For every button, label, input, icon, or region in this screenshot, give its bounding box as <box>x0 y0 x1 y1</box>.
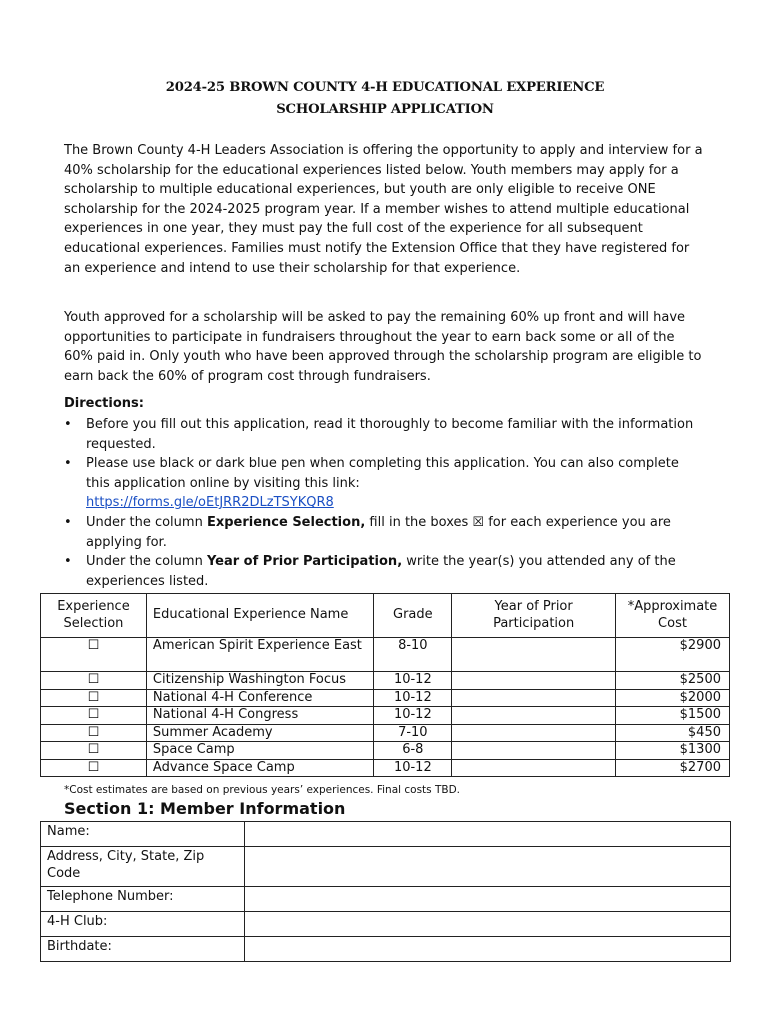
experience-name: Advance Space Camp <box>146 759 373 777</box>
experience-name: Citizenship Washington Focus <box>146 672 373 690</box>
experience-cost: $1500 <box>616 707 730 725</box>
table-row <box>41 759 730 777</box>
experience-grade: 6-8 <box>374 742 452 760</box>
birthdate-field[interactable] <box>245 937 731 962</box>
prior-year-input[interactable] <box>452 707 616 725</box>
section-1-title: Section 1: Member Information <box>64 799 346 818</box>
header-selection: Experience Selection <box>41 594 147 638</box>
direction-item-1 <box>64 415 704 454</box>
experience-checkbox[interactable]: ☐ <box>41 707 147 725</box>
experience-grade: 10-12 <box>374 759 452 777</box>
address-field[interactable] <box>245 847 731 887</box>
experience-grade: 7-10 <box>374 724 452 742</box>
direction-item-3-bold: Experience Selection, <box>206 514 366 530</box>
experience-table-header <box>41 594 730 638</box>
experience-checkbox[interactable]: ☐ <box>41 689 147 707</box>
page-subtitle: SCHOLARSHIP APPLICATION <box>276 102 494 117</box>
experience-cost: $2000 <box>616 689 730 707</box>
table-row <box>41 724 730 742</box>
intro-paragraph-1: The Brown County 4-H Leaders Association is offering the opportunity to apply and interview for a 40% scholarship for the educational experiences listed below. Youth members may apply for a scholarship to multiple educational experiences, but youth are only eligible to receive ONE scholarship for the 2024-2025 program year. If a member wishes to attend multiple educational experiences in one year, they must pay the full cost of the experience for all subsequent educational experiences. Families must notify the Extension Office that they have registered for an experience and intend to use their scholarship for that experience. <box>64 143 703 276</box>
direction-item-2-text: Please use black or dark blue pen when completing this application. You can also complete this application online by visiting this link: <box>86 456 679 491</box>
direction-item-4-pre: Under the column <box>86 554 207 570</box>
table-row <box>41 638 730 672</box>
experience-table <box>40 593 730 777</box>
experience-name: National 4-H Congress <box>146 707 373 725</box>
experience-cost: $450 <box>616 724 730 742</box>
table-row <box>41 912 731 937</box>
telephone-field[interactable] <box>245 887 731 912</box>
telephone-label: Telephone Number: <box>41 887 245 912</box>
cost-note: *Cost estimates are based on previous years’ experiences. Final costs TBD. <box>64 784 461 796</box>
header-grade: Grade <box>374 594 452 638</box>
prior-year-input[interactable] <box>452 689 616 707</box>
experience-checkbox[interactable]: ☐ <box>41 724 147 742</box>
experience-grade: 10-12 <box>374 707 452 725</box>
directions-list <box>64 415 704 591</box>
experience-grade: 10-12 <box>374 689 452 707</box>
experience-checkbox[interactable]: ☐ <box>41 759 147 777</box>
online-form-link[interactable]: https://forms.gle/oEtJRR2DLzTSYKQR8 <box>86 495 334 511</box>
address-label: Address, City, State, Zip Code <box>41 847 245 887</box>
table-row <box>41 742 730 760</box>
direction-item-3-pre: Under the column <box>86 514 207 530</box>
header-prior: Year of Prior Participation <box>452 594 616 638</box>
table-row <box>41 847 731 887</box>
experience-cost: $2900 <box>616 638 730 672</box>
direction-item-2 <box>64 454 704 513</box>
prior-year-input[interactable] <box>452 759 616 777</box>
experience-checkbox[interactable]: ☐ <box>41 638 147 672</box>
prior-year-input[interactable] <box>452 672 616 690</box>
directions-heading: Directions: <box>64 396 144 411</box>
member-info-table <box>40 821 731 962</box>
table-row <box>41 937 731 962</box>
experience-checkbox[interactable]: ☐ <box>41 742 147 760</box>
experience-name: Summer Academy <box>146 724 373 742</box>
table-row <box>41 887 731 912</box>
experience-name: National 4-H Conference <box>146 689 373 707</box>
table-row <box>41 707 730 725</box>
experience-cost: $2700 <box>616 759 730 777</box>
direction-item-3-post: fill in the boxes ☒ for each experience you are applying for. <box>86 514 671 550</box>
header-cost: *Approximate Cost <box>616 594 730 638</box>
direction-item-4 <box>64 552 704 591</box>
experience-checkbox[interactable]: ☐ <box>41 672 147 690</box>
club-label: 4-H Club: <box>41 912 245 937</box>
table-row <box>41 689 730 707</box>
direction-item-4-bold: Year of Prior Participation, <box>206 554 403 570</box>
direction-item-1-text: Before you fill out this application, read it thoroughly to become familiar with the information requested. <box>86 417 694 452</box>
experience-grade: 8-10 <box>374 638 452 672</box>
experience-name: American Spirit Experience East <box>146 638 373 672</box>
experience-cost: $2500 <box>616 672 730 690</box>
header-name: Educational Experience Name <box>146 594 373 638</box>
table-row <box>41 672 730 690</box>
prior-year-input[interactable] <box>452 742 616 760</box>
direction-item-3 <box>64 513 704 552</box>
table-row <box>41 822 731 847</box>
club-field[interactable] <box>245 912 731 937</box>
intro-paragraph-2: Youth approved for a scholarship will be asked to pay the remaining 60% up front and will have opportunities to participate in fundraisers throughout the year to earn back some or all of the 60% paid in. Only youth who have been approved through the scholarship program are eligible to earn back the 60% of program cost through fundraisers. <box>64 310 702 384</box>
birthdate-label: Birthdate: <box>41 937 245 962</box>
name-field[interactable] <box>245 822 731 847</box>
prior-year-input[interactable] <box>452 724 616 742</box>
experience-name: Space Camp <box>146 742 373 760</box>
page-title: 2024-25 BROWN COUNTY 4-H EDUCATIONAL EXPERIENCE <box>165 80 605 95</box>
experience-grade: 10-12 <box>374 672 452 690</box>
experience-cost: $1300 <box>616 742 730 760</box>
prior-year-input[interactable] <box>452 638 616 672</box>
direction-item-4-post: write the year(s) you attended any of the experiences listed. <box>86 554 676 589</box>
name-label: Name: <box>41 822 245 847</box>
